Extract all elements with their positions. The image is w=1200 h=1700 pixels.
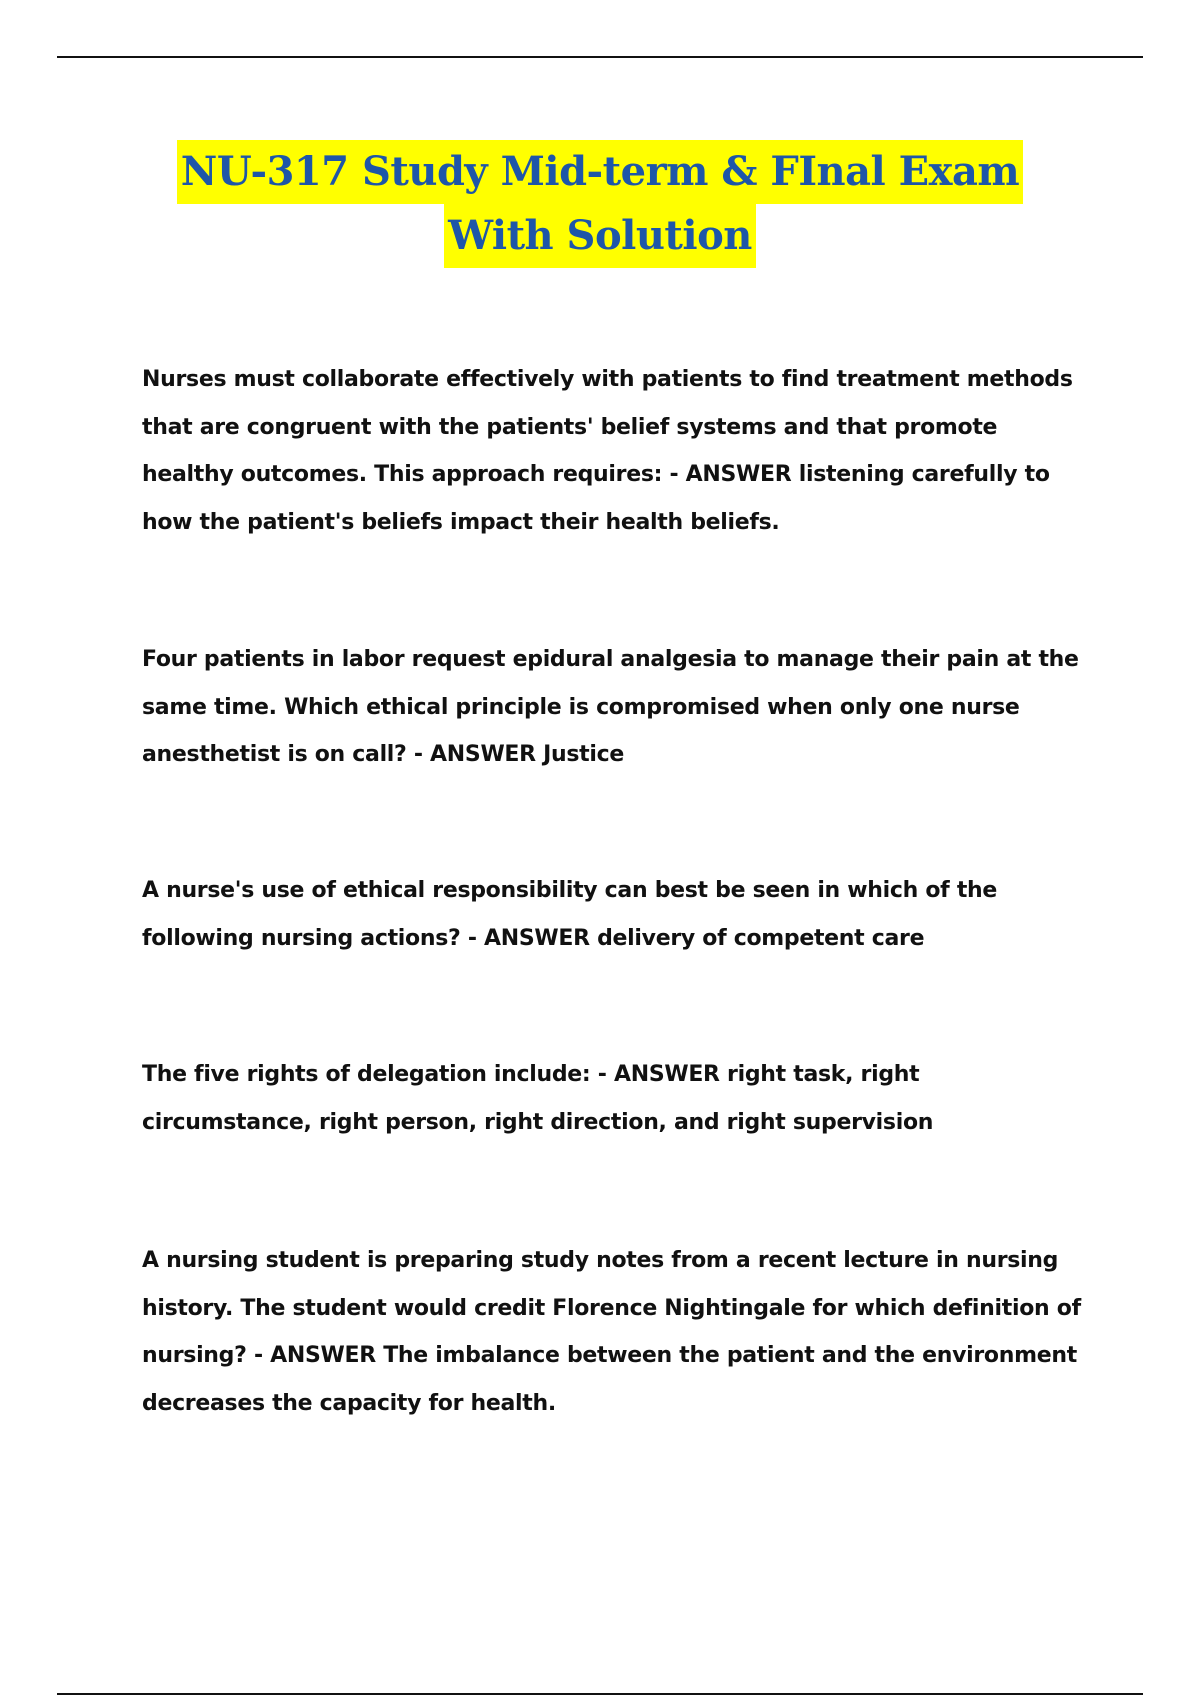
qa-line: same time. Which ethical principle is compromised when only one nurse [142, 694, 1020, 720]
qa-line: healthy outcomes. This approach requires: - ANSWER listening carefully to [142, 462, 1050, 487]
qa-line: anesthetist is on call? - ANSWER Justice [142, 742, 625, 767]
qa-line: A nurse's use of ethical responsibility can best be seen in which of the [142, 878, 998, 903]
footer-rule [57, 1693, 1143, 1695]
title-line-1: NU-317 Study Mid-term & FInal Exam [177, 140, 1024, 204]
qa-line: circumstance, right person, right direction, and right supervision [142, 1109, 934, 1135]
qa-item-2 [142, 636, 1092, 779]
qa-line: nursing? - ANSWER The imbalance between the patient and the environment [142, 1343, 1077, 1368]
qa-item-4 [142, 1051, 1092, 1146]
qa-item-5 [142, 1237, 1092, 1427]
qa-line: decreases the capacity for health. [142, 1390, 556, 1416]
qa-line: that are congruent with the patients' belief systems and that promote [142, 414, 998, 440]
qa-item-3 [142, 867, 1092, 962]
qa-line: The five rights of delegation include: - ANSWER right task, right [142, 1062, 920, 1087]
document-title [0, 140, 1200, 268]
qa-line: Four patients in labor request epidural analgesia to manage their pain at the [142, 647, 1079, 672]
qa-line: history. The student would credit Florence Nightingale for which definition of [142, 1295, 1081, 1321]
qa-line: A nursing student is preparing study notes from a recent lecture in nursing [142, 1248, 1059, 1273]
qa-line: following nursing actions? - ANSWER delivery of competent care [142, 925, 925, 951]
qa-item-1 [142, 356, 1092, 546]
header-rule [57, 56, 1143, 58]
qa-line: how the patient's beliefs impact their health beliefs. [142, 509, 780, 535]
title-line-2: With Solution [444, 204, 756, 268]
qa-line: Nurses must collaborate effectively with patients to find treatment methods [142, 367, 1073, 392]
